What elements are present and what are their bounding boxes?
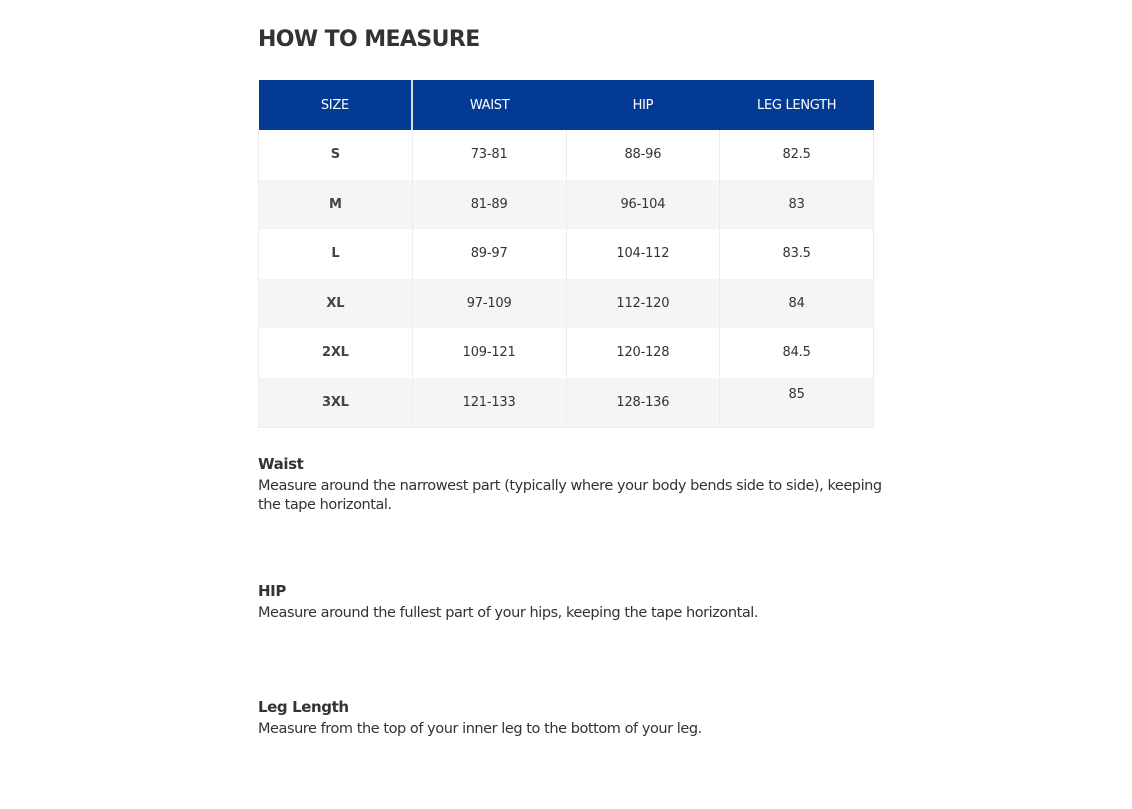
hip-cell: 120-128 (566, 328, 720, 378)
size-cell: S (259, 130, 413, 180)
hip-cell: 112-120 (566, 279, 720, 329)
leg-length-cell (720, 279, 874, 329)
size-cell: M (259, 180, 413, 230)
leg-length-value: 84.5 (782, 345, 811, 361)
hip-cell: 104-112 (566, 229, 720, 279)
leg-length-cell (720, 180, 874, 230)
waist-cell: 109-121 (412, 328, 566, 378)
size-cell: 2XL (259, 328, 413, 378)
leg-length-value: 85 (788, 386, 805, 402)
leg-length-heading: Leg Length (258, 698, 349, 716)
hip-section (258, 582, 898, 623)
leg-length-value: 83.5 (782, 246, 811, 262)
header-hip: HIP (566, 80, 720, 130)
leg-length-cell (720, 229, 874, 279)
size-chart-table (258, 80, 874, 428)
leg-length-cell (720, 130, 874, 180)
leg-length-value: 84 (788, 295, 805, 311)
leg-length-cell (720, 328, 874, 378)
waist-cell: 73-81 (412, 130, 566, 180)
table-row (259, 130, 874, 180)
waist-cell: 81-89 (412, 180, 566, 230)
size-cell: 3XL (259, 378, 413, 428)
waist-cell: 97-109 (412, 279, 566, 329)
waist-cell: 89-97 (412, 229, 566, 279)
hip-cell: 128-136 (566, 378, 720, 428)
header-row (259, 80, 874, 130)
leg-length-description: Measure from the top of your inner leg to the bottom of your leg. (258, 721, 702, 737)
table-body (259, 130, 874, 428)
waist-cell: 121-133 (412, 378, 566, 428)
table-row (259, 378, 874, 428)
table-row (259, 279, 874, 329)
header-waist: WAIST (412, 80, 566, 130)
header-leg-length: LEG LENGTH (720, 80, 874, 130)
size-cell: XL (259, 279, 413, 329)
leg-length-cell (720, 378, 874, 428)
leg-length-section (258, 698, 898, 739)
hip-cell: 96-104 (566, 180, 720, 230)
leg-length-value: 83 (788, 196, 805, 212)
hip-cell: 88-96 (566, 130, 720, 180)
table-row (259, 229, 874, 279)
waist-section (258, 455, 898, 515)
table-header (259, 80, 874, 130)
waist-description: Measure around the narrowest part (typically where your body bends side to side), keeping the tape horizontal. (258, 478, 882, 513)
hip-description: Measure around the fullest part of your hips, keeping the tape horizontal. (258, 605, 758, 621)
hip-heading: HIP (258, 582, 286, 600)
leg-length-value: 82.5 (782, 147, 811, 163)
table-row (259, 180, 874, 230)
waist-heading: Waist (258, 455, 304, 473)
header-size: SIZE (259, 80, 413, 130)
size-cell: L (259, 229, 413, 279)
page-title: HOW TO MEASURE (258, 27, 480, 52)
table-row (259, 328, 874, 378)
